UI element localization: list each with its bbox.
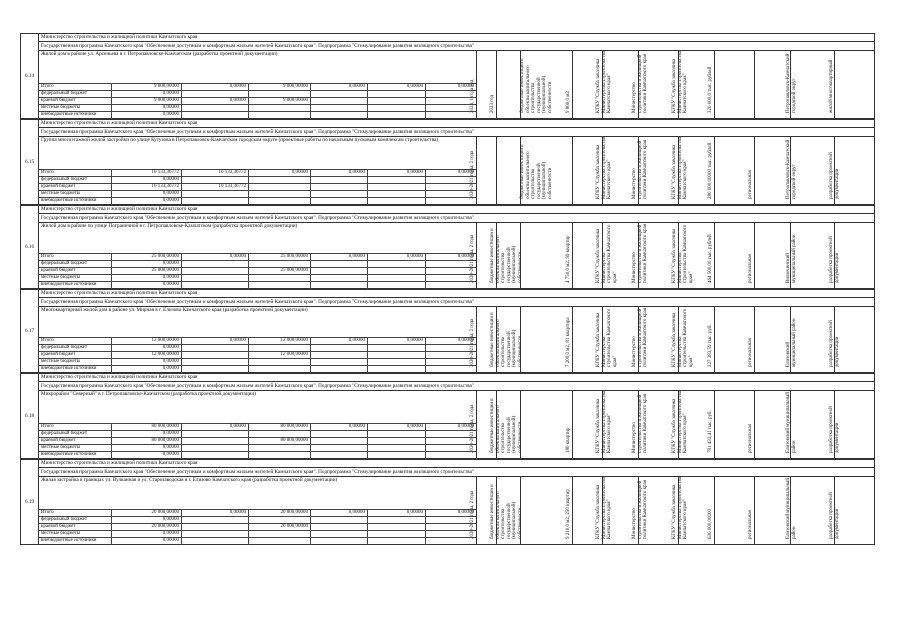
attribute-text: КГКУ "Служба заказчика Министерства строительства Камчатского края": [672, 136, 689, 199]
attribute-text: Министерство строительства и жилищной политики Камчатского края: [632, 139, 649, 199]
finance-value: [367, 282, 425, 289]
attribute-columns: [470, 307, 875, 373]
finance-value: 10 133,36772: [111, 184, 181, 191]
project-block: [20, 289, 875, 373]
program-line: Государственная программа Камчатского края "Обеспечение доступным и комфортным жильем жителей Камчатского края". Подпрограмма "Стимулирование развития жилищного строительства": [39, 468, 875, 477]
finance-value: 0,00000: [111, 431, 181, 438]
finance-row: [39, 111, 476, 118]
ministry-line: Министерство строительства и жилищной политики Камчатского края: [39, 205, 875, 214]
attribute-text: Министерство строительства и жилищной политики Камчатского края: [632, 393, 649, 453]
finance-value: 0,00000: [310, 424, 367, 431]
attribute-text: региональная: [748, 338, 753, 367]
finance-value: 0,00000: [425, 338, 476, 345]
project-block: [20, 373, 875, 459]
finance-value: 9 000,00000: [248, 98, 310, 105]
finance-row: [39, 430, 476, 437]
finance-value: [248, 366, 310, 373]
finance-row: [39, 169, 476, 176]
finance-source: краевой бюджет: [41, 438, 76, 443]
finance-value: 80 000,00000: [111, 424, 181, 431]
finance-source: краевой бюджет: [41, 98, 76, 103]
finance-value: [248, 452, 310, 459]
finance-table: [39, 509, 476, 545]
attribute-text: бюджетные инвестиции в объекты капитального строительства государственной (муниципальной) собственности: [490, 228, 523, 283]
finance-value: [181, 198, 248, 205]
attribute-text: 630 000,00000: [708, 509, 713, 539]
attribute-cell: [520, 307, 572, 373]
finance-value: 0,00000: [310, 510, 367, 517]
finance-row: [39, 90, 476, 97]
finance-value: 0,00000: [367, 424, 425, 431]
investment-table: [20, 33, 875, 545]
finance-value: 0,00000: [367, 338, 425, 345]
attribute-cell: [520, 137, 572, 205]
attribute-text: 2020-2021 годы, 2 года: [470, 490, 475, 539]
finance-source: федеральный бюджет: [41, 431, 88, 436]
project-index: 6.16: [24, 244, 35, 250]
finance-value: 20 000,00000: [111, 510, 181, 517]
finance-source: Итого: [41, 254, 54, 259]
attribute-text: 2020-2021 годы, 2 года: [470, 404, 475, 453]
finance-value: [310, 198, 367, 205]
finance-source: местные бюджеты: [41, 191, 81, 196]
finance-value: 0,00000: [111, 452, 181, 459]
finance-value: 0,00000: [425, 424, 476, 431]
finance-source: внебюджетные источники: [41, 452, 97, 457]
attribute-text: Министерство строительства и жилищной политики Камчатского края: [632, 53, 649, 113]
finance-source: Итого: [41, 510, 54, 515]
finance-row: [39, 97, 476, 104]
finance-row: [39, 183, 476, 190]
finance-source: внебюджетные источники: [41, 366, 97, 371]
finance-value: 0,00000: [181, 424, 248, 431]
finance-row: [39, 351, 476, 358]
attribute-text: 2023, 1 года год: [470, 79, 475, 113]
object-name: Жилой дом в районе ул. Арсеньева в г. Петропавловске-Камчатском (разработка проектной документации): [41, 51, 278, 57]
finance-value: 0,00000: [181, 338, 248, 345]
finance-row: [39, 190, 476, 197]
attribute-text: разработка проектной документации: [828, 152, 840, 199]
attribute-text: 2020-2021 годы, 2 года: [470, 150, 475, 199]
attribute-text: КГКУ "Служба заказчика Министерства строительства Камчатского края": [672, 390, 689, 453]
finance-value: 10 133,36772: [111, 170, 181, 177]
finance-value: 20 000,00000: [248, 524, 310, 531]
finance-value: 25 000,00000: [248, 268, 310, 275]
finance-row: [39, 509, 476, 516]
finance-source: федеральный бюджет: [41, 345, 88, 350]
finance-value: 0,00000: [310, 338, 367, 345]
attribute-text: [520, 307, 523, 367]
attribute-text: КГКУ "Служба заказчика Министерства строительства Камчатского края": [672, 50, 689, 113]
attribute-text: [520, 223, 523, 283]
project-index: 6.19: [24, 499, 35, 505]
finance-table: [39, 337, 476, 373]
attribute-text: [520, 391, 523, 453]
attribute-text: Петропавловск-Камчатский городской округ: [786, 53, 797, 113]
finance-value: 25 000,00000: [111, 268, 181, 275]
project-block: [20, 459, 875, 545]
attribute-text: разработка проектной документации: [828, 406, 840, 453]
finance-row: [39, 530, 476, 537]
finance-value: 0,00000: [181, 254, 248, 261]
attribute-text: 2023 год: [490, 94, 495, 113]
attribute-cell: [520, 223, 572, 289]
finance-value: 0,00000: [367, 170, 425, 177]
attribute-cell: [786, 223, 840, 289]
object-name: Жилой дом в районе по улице Пограничной в г. Петропавловске-Камчатском (разработка проектной документации): [41, 223, 298, 229]
finance-source: федеральный бюджет: [41, 517, 88, 522]
finance-value: 12 000,00000: [248, 352, 310, 359]
finance-source: краевой бюджет: [41, 524, 76, 529]
finance-value: 0,00000: [310, 254, 367, 261]
finance-value: 0,00000: [111, 191, 181, 198]
attribute-columns: [470, 223, 875, 289]
attribute-cell: [490, 391, 523, 459]
project-index: 6.17: [24, 328, 35, 334]
finance-value: 0,00000: [367, 510, 425, 517]
finance-value: [425, 366, 476, 373]
finance-value: [425, 282, 476, 289]
finance-value: [181, 538, 248, 545]
finance-row: [39, 281, 476, 288]
finance-value: [425, 112, 476, 119]
finance-value: 0,00000: [181, 98, 248, 105]
attribute-text: разработка проектной документации: [828, 236, 840, 283]
ministry-line: Министерство строительства и жилищной политики Камчатского края: [39, 289, 875, 298]
finance-value: [310, 366, 367, 373]
finance-value: 9 000,00000: [111, 84, 181, 91]
finance-source: федеральный бюджет: [41, 261, 88, 266]
finance-value: [181, 112, 248, 119]
finance-row: [39, 365, 476, 372]
attribute-cell: [828, 223, 875, 289]
finance-row: [39, 523, 476, 530]
attribute-text: [520, 477, 523, 539]
finance-value: 0,00000: [367, 254, 425, 261]
project-index-cell: [20, 373, 39, 459]
attribute-text: бюджетные инвестиции в объекты капитального строительства государственной (муниципальной) собственности: [490, 484, 523, 539]
attribute-text: бюджетные инвестиции в объекты капитального строительства государственной (муниципальной) собственности: [520, 58, 553, 113]
finance-row: [39, 444, 476, 451]
attribute-text: Министерство строительства и жилищной политики Камчатского края: [632, 307, 649, 367]
finance-value: 10 133,36772: [181, 170, 248, 177]
finance-row: [39, 423, 476, 430]
finance-value: 0,00000: [111, 366, 181, 373]
finance-value: [367, 452, 425, 459]
finance-row: [39, 267, 476, 274]
attribute-cell: [520, 51, 572, 119]
finance-value: [248, 198, 310, 205]
finance-value: [367, 366, 425, 373]
finance-row: [39, 260, 476, 267]
attribute-cell: [490, 307, 523, 373]
finance-value: 0,00000: [111, 517, 181, 524]
attribute-text: Елизовский муниципальный район: [786, 477, 797, 539]
finance-value: 0,00000: [111, 359, 181, 366]
attribute-cell: [828, 51, 875, 119]
finance-value: 12 000,00000: [248, 338, 310, 345]
finance-row: [39, 337, 476, 344]
attribute-text: КГКУ "Служба заказчика Министерства строительства Камчатского края": [672, 224, 694, 283]
attribute-text: КГКУ "Служба заказчика Министерства строительства Камчатского края": [596, 390, 613, 453]
object-name: Микрорайон "Северный" в г. Петропавловске-Камчатском (разработка проектной документации): [41, 391, 256, 397]
finance-value: [425, 198, 476, 205]
finance-value: 0,00000: [425, 510, 476, 517]
finance-source: Итого: [41, 338, 54, 343]
project-index: 6.14: [24, 73, 35, 79]
attribute-text: бюджетные инвестиции в объекты капитального строительства государственной (муниципальной) собственности: [490, 312, 523, 367]
attribute-cell: [520, 391, 572, 459]
finance-value: 0,00000: [181, 510, 248, 517]
finance-value: 0,00000: [181, 84, 248, 91]
attribute-text: Министерство строительства и жилищной политики Камчатского края: [632, 479, 649, 539]
finance-value: [367, 198, 425, 205]
finance-value: 80 000,00000: [248, 424, 310, 431]
finance-value: 0,00000: [111, 282, 181, 289]
attribute-text: КГКУ "Служба заказчика Министерства строительства Камчатского края": [596, 308, 618, 367]
attribute-cell: [786, 391, 840, 459]
project-block: [20, 205, 875, 289]
finance-row: [39, 253, 476, 260]
finance-source: местные бюджеты: [41, 531, 81, 536]
finance-value: 10 133,36772: [181, 184, 248, 191]
finance-value: 0,00000: [111, 445, 181, 452]
attribute-text: региональная: [748, 170, 753, 199]
attribute-text: 464 500,00 тыс. рублей: [708, 234, 713, 283]
finance-value: 80 000,00000: [248, 438, 310, 445]
finance-value: [181, 282, 248, 289]
finance-value: [181, 366, 248, 373]
finance-source: местные бюджеты: [41, 275, 81, 280]
finance-value: [310, 452, 367, 459]
finance-table: [39, 253, 476, 289]
finance-value: 0,00000: [111, 275, 181, 282]
attribute-text: Петропавловск-Камчатский городской округ: [786, 139, 797, 199]
program-line: Государственная программа Камчатского края "Обеспечение доступным и комфортным жильем жителей Камчатского края". Подпрограмма "Стимулирование развития жилищного строительства": [39, 298, 875, 307]
finance-value: 0,00000: [425, 84, 476, 91]
attribute-text: КГКУ "Служба заказчика Министерства строительства Камчатского края": [672, 308, 694, 367]
attribute-columns: [470, 136, 875, 205]
attribute-cell: [490, 51, 520, 119]
ministry-line: Министерство строительства и жилищной политики Камчатского края: [39, 33, 875, 42]
finance-table: [39, 83, 476, 119]
finance-value: [425, 538, 476, 545]
finance-source: внебюджетные источники: [41, 112, 97, 117]
attribute-cell: [828, 477, 875, 545]
finance-value: 0,00000: [248, 170, 310, 177]
attribute-text: бюджетные инвестиции в объекты капитального строительства государственной (муниципальной) собственности: [520, 144, 553, 199]
finance-value: 0,00000: [367, 84, 425, 91]
project-index: 6.15: [24, 159, 35, 165]
attribute-cell: [828, 391, 875, 459]
attribute-text: 2020-2021 годы, 2 года: [470, 234, 475, 283]
finance-value: 0,00000: [310, 170, 367, 177]
finance-row: [39, 197, 476, 204]
finance-value: [310, 538, 367, 545]
attribute-text: КГКУ "Служба заказчика Министерства строительства Камчатского края": [596, 476, 613, 539]
finance-row: [39, 451, 476, 458]
project-index-cell: [20, 459, 39, 545]
finance-value: [310, 112, 367, 119]
attribute-text: 781 433,41 тыс. руб.: [708, 410, 713, 453]
attribute-text: 2020-2021 годы, 2 года: [470, 318, 475, 367]
finance-value: 0,00000: [111, 91, 181, 98]
finance-value: 0,00000: [111, 531, 181, 538]
finance-source: местные бюджеты: [41, 359, 81, 364]
finance-source: внебюджетные источники: [41, 198, 97, 203]
attribute-columns: [470, 390, 875, 459]
attribute-text: Вилючинский муниципальный район: [786, 234, 797, 283]
attribute-text: региональная: [748, 424, 753, 453]
finance-value: 20 000,00000: [248, 510, 310, 517]
finance-source: Итого: [41, 84, 54, 89]
object-name: Жилая застройка в границах ул. Вулканная и ул. Старозаводская в г. Елизово Камчатского края (разработка проектной документации): [41, 477, 338, 483]
finance-value: [425, 452, 476, 459]
program-line: Государственная программа Камчатского края "Обеспечение доступным и комфортным жильем жителей Камчатского края". Подпрограмма "Стимулирование развития жилищного строительства": [39, 42, 875, 51]
finance-value: 12 000,00000: [111, 352, 181, 359]
attribute-columns: [470, 476, 875, 545]
program-line: Государственная программа Камчатского края "Обеспечение доступным и комфортным жильем жителей Камчатского края". Подпрограмма "Стимулирование развития жилищного строительства": [39, 382, 875, 391]
finance-value: [248, 282, 310, 289]
attribute-cell: [786, 477, 840, 545]
finance-value: [248, 538, 310, 545]
program-line: Государственная программа Камчатского края "Обеспечение доступным и комфортным жильем жителей Камчатского края". Подпрограмма "Стимулирование развития жилищного строительства": [39, 128, 875, 137]
finance-row: [39, 358, 476, 365]
attribute-text: Министерство строительства и жилищной политики Камчатского края: [632, 223, 649, 283]
finance-value: 0,00000: [310, 84, 367, 91]
object-name: Многоквартирный жилой дом в районе ул. Мирная в г. Елизово Камчатского края (разработка проектной документации): [41, 307, 308, 313]
finance-source: краевой бюджет: [41, 184, 76, 189]
attribute-cell: [496, 137, 520, 205]
attribute-text: 280 000,00000 тыс. рублей: [708, 142, 713, 199]
finance-source: краевой бюджет: [41, 352, 76, 357]
ministry-line: Министерство строительства и жилищной политики Камчатского края: [39, 373, 875, 382]
finance-source: внебюджетные источники: [41, 282, 97, 287]
finance-source: краевой бюджет: [41, 268, 76, 273]
attribute-text: разработка проектной документации: [828, 320, 840, 367]
finance-value: 12 000,00000: [111, 338, 181, 345]
finance-source: федеральный бюджет: [41, 91, 88, 96]
finance-value: 0,00000: [111, 261, 181, 268]
finance-source: внебюджетные источники: [41, 538, 97, 543]
finance-row: [39, 516, 476, 523]
finance-value: 25 000,00000: [248, 254, 310, 261]
attribute-text: региональная: [748, 254, 753, 283]
finance-value: 0,00000: [425, 254, 476, 261]
finance-value: [310, 282, 367, 289]
finance-value: 0,00000: [111, 112, 181, 119]
finance-source: местные бюджеты: [41, 445, 81, 450]
attribute-cell: [786, 307, 840, 373]
finance-value: 0,00000: [111, 345, 181, 352]
ministry-line: Министерство строительства и жилищной политики Камчатского края: [39, 459, 875, 468]
finance-value: 9 000,00000: [111, 98, 181, 105]
attribute-text: [490, 137, 493, 199]
attribute-cell: [490, 477, 523, 545]
attribute-cell: [828, 137, 875, 205]
finance-value: 25 000,00000: [111, 254, 181, 261]
attribute-text: 9 210,0 м2, 250 квартир: [566, 489, 571, 539]
finance-row: [39, 176, 476, 183]
finance-table: [39, 169, 476, 205]
attribute-text: 227 383,59 тыс. руб.: [708, 324, 713, 367]
attribute-columns: [470, 50, 875, 119]
attribute-cell: [786, 51, 834, 119]
finance-row: [39, 437, 476, 444]
attribute-text: Елизовский муниципальный район: [786, 391, 797, 453]
project-index-cell: [20, 205, 39, 289]
finance-source: Итого: [41, 170, 54, 175]
attribute-text: 320 000,0 тыс. рублей: [708, 66, 713, 113]
project-index-cell: [20, 289, 39, 373]
finance-value: 0,00000: [111, 105, 181, 112]
attribute-text: КГКУ "Служба заказчика Министерства строительства Камчатского края": [596, 50, 613, 113]
ministry-line: Министерство строительства и жилищной политики Камчатского края: [39, 119, 875, 128]
attribute-text: [748, 51, 751, 113]
attribute-text: разработка проектной документации: [828, 492, 840, 539]
object-name: Группа многоэтажной жилой застройки по улице Кутузова в Петропавловск-Камчатском городском округе (проектные работы по начальным пусковым комплексам строительства): [41, 137, 439, 143]
finance-row: [39, 83, 476, 90]
finance-value: 0,00000: [111, 198, 181, 205]
attribute-text: 7 200,0 м2, 81 квартира: [566, 317, 571, 367]
attribute-cell: [470, 137, 496, 205]
project-index: 6.18: [24, 413, 35, 419]
attribute-text: 180 квартир: [566, 427, 571, 453]
project-block: [20, 33, 875, 119]
finance-value: 0,00000: [111, 177, 181, 184]
finance-value: 80 000,00000: [111, 438, 181, 445]
attribute-text: бюджетные инвестиции в объекты капитального строительства государственной (муниципальной) собственности: [490, 398, 523, 453]
finance-value: [181, 452, 248, 459]
attribute-text: [566, 137, 569, 199]
attribute-text: жилой многоквартирный: [828, 59, 834, 113]
finance-value: 0,00000: [425, 170, 476, 177]
attribute-cell: [520, 477, 572, 545]
finance-source: местные бюджеты: [41, 105, 81, 110]
attribute-cell: [490, 223, 523, 289]
finance-value: 9 000,00000: [248, 84, 310, 91]
finance-value: 20 000,00000: [111, 524, 181, 531]
finance-source: федеральный бюджет: [41, 177, 88, 182]
program-line: Государственная программа Камчатского края "Обеспечение доступным и комфортным жильем жителей Камчатского края". Подпрограмма "Стимулирование развития жилищного строительства": [39, 214, 875, 223]
finance-value: 0,00000: [111, 538, 181, 545]
attribute-text: КГКУ "Служба заказчика Министерства строительства Камчатского края": [596, 136, 613, 199]
finance-row: [39, 274, 476, 281]
finance-value: [367, 112, 425, 119]
attribute-text: региональная: [748, 510, 753, 539]
finance-row: [39, 104, 476, 111]
project-index-cell: [20, 119, 39, 205]
finance-row: [39, 537, 476, 544]
attribute-text: 4 750,0 м2; 99 квартир: [566, 235, 571, 283]
finance-source: Итого: [41, 424, 54, 429]
finance-value: [367, 538, 425, 545]
finance-row: [39, 344, 476, 351]
attribute-cell: [828, 307, 875, 373]
attribute-cell: [786, 137, 840, 205]
project-index-cell: [20, 33, 39, 119]
attribute-text: Елизовский муниципальный район: [786, 318, 797, 367]
attribute-text: КГКУ "Служба заказчика Министерства строительства Камчатского края": [672, 476, 689, 539]
finance-value: [248, 112, 310, 119]
project-block: [20, 119, 875, 205]
attribute-text: 9 800,0 м2: [566, 91, 571, 113]
attribute-text: КГКУ "Служба заказчика Министерства строительства Камчатского края": [596, 224, 618, 283]
finance-table: [39, 423, 476, 459]
